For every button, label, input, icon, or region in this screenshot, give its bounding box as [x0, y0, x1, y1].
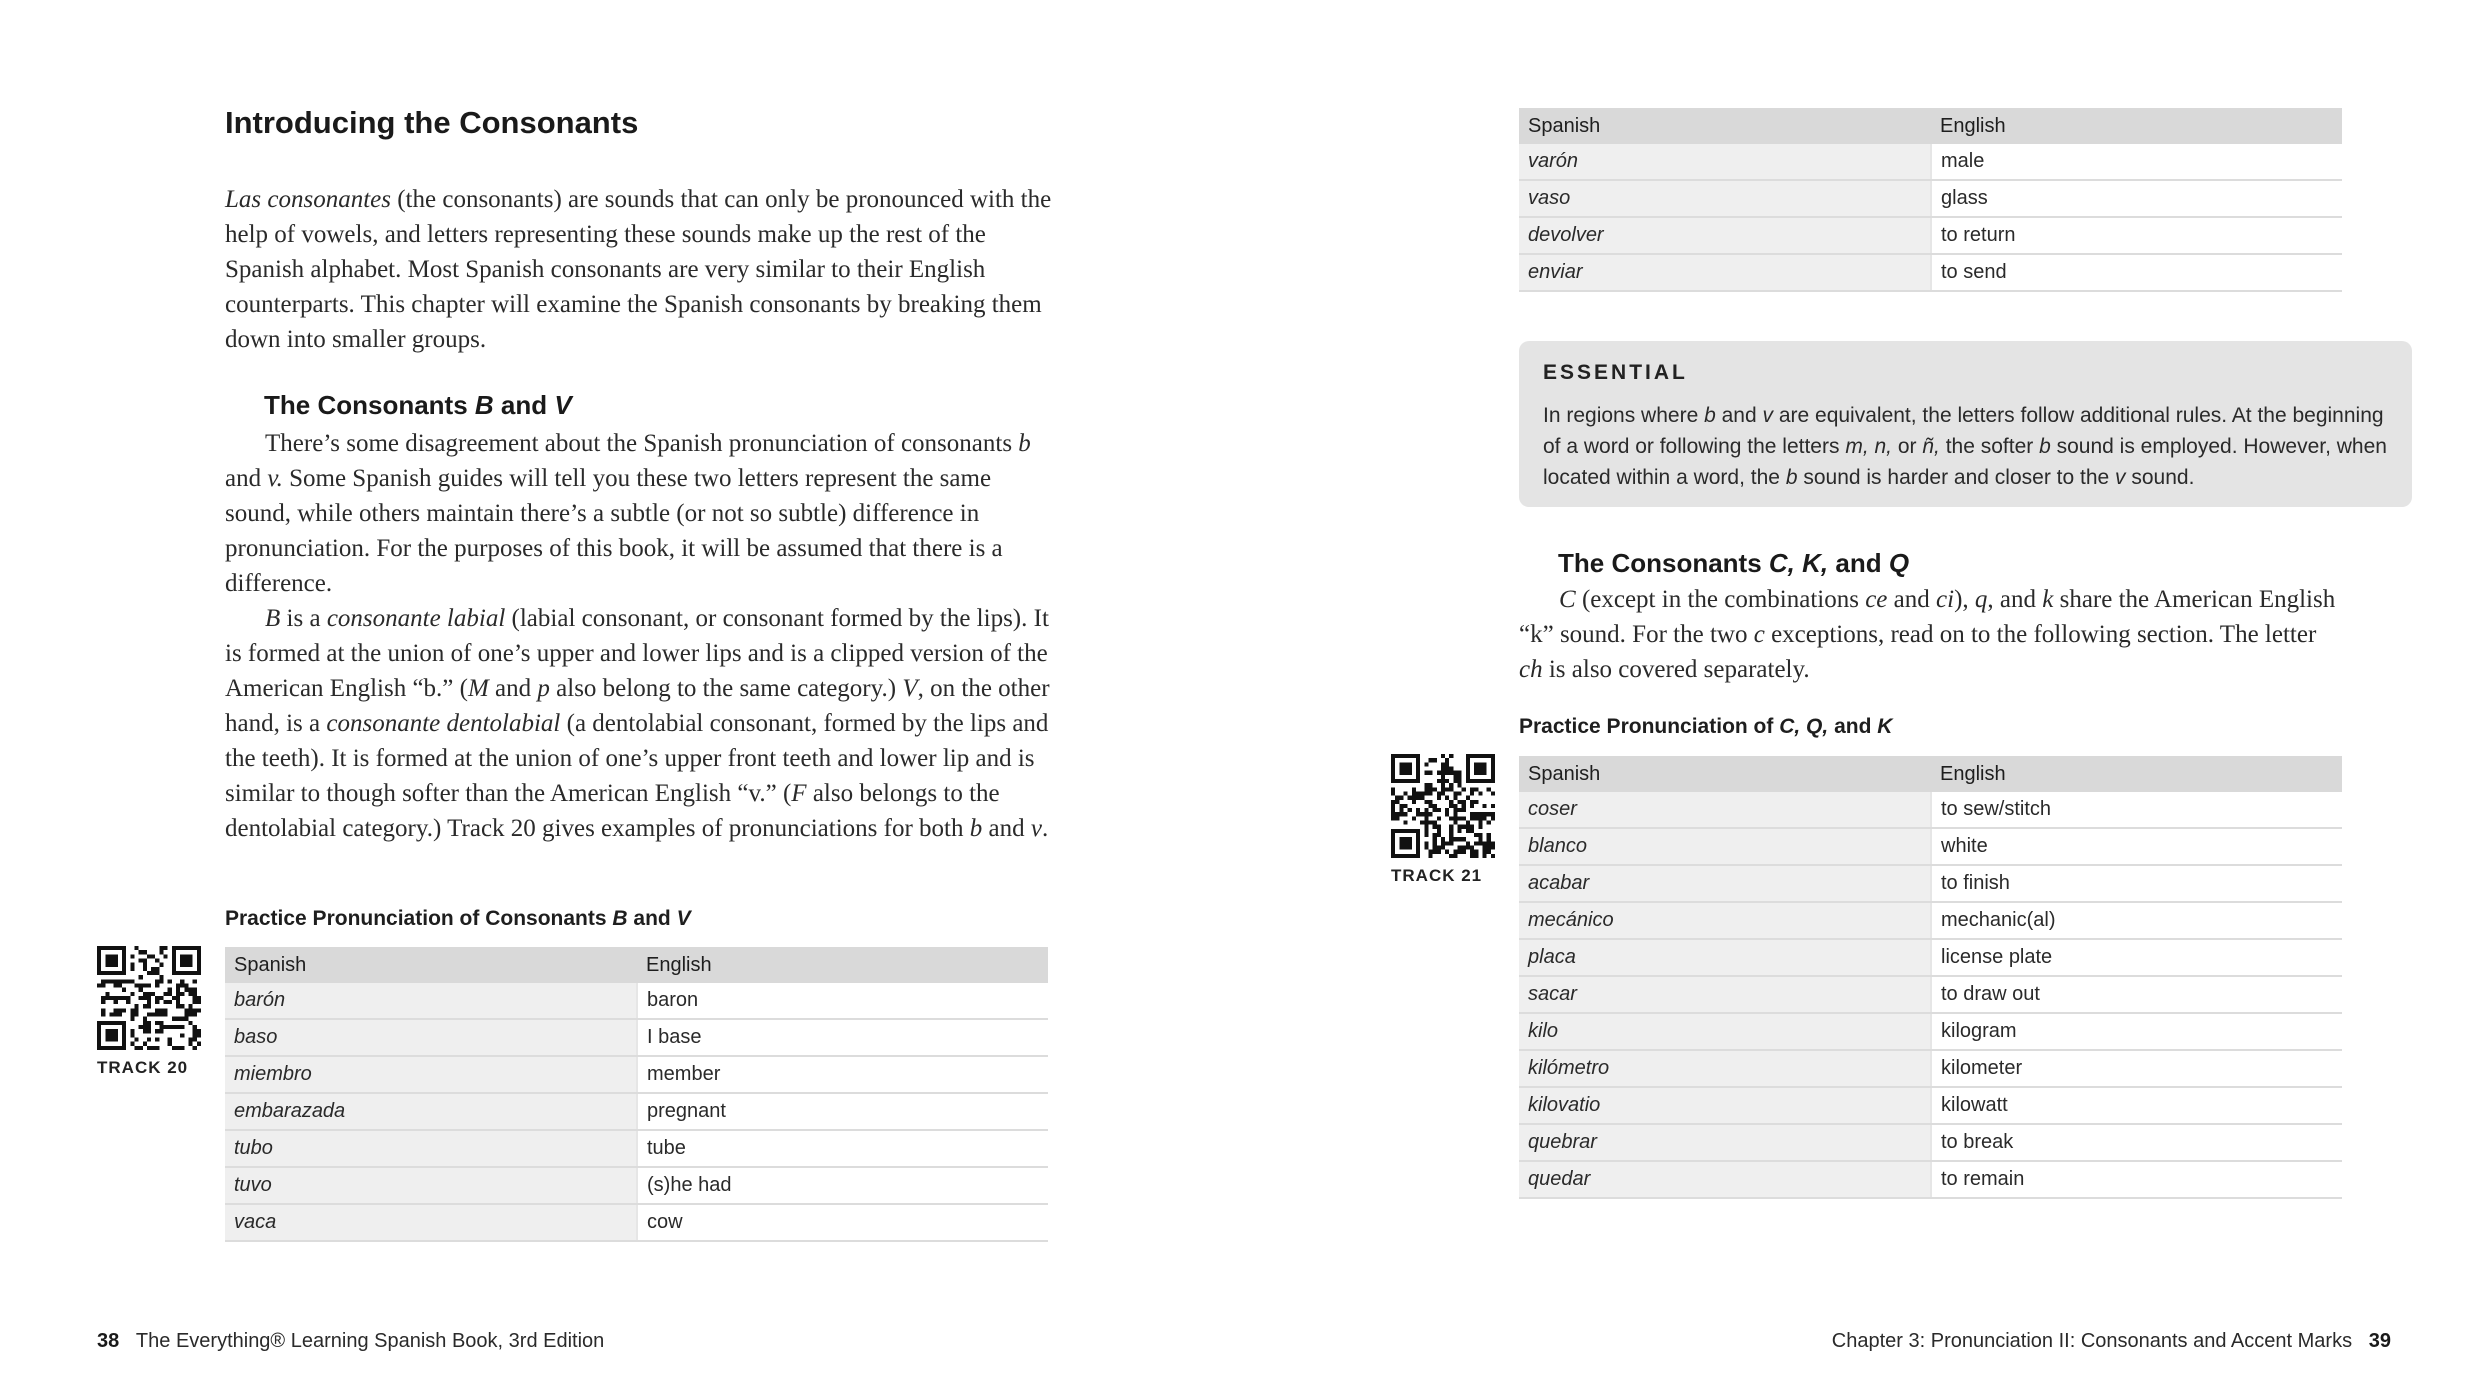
page-number-left: 38 [97, 1330, 120, 1352]
table-row [225, 983, 1048, 1019]
intro-text: (the consonants) are sounds that can only be pronounced with the help of vowels, and letters representing these sounds make up the rest of the Spanish alphabet. Most Spanish consonants are very similar to their English counterparts. This chapter will examine the Spanish consonants by breaking them down into smaller groups. [225, 186, 1052, 353]
spanish-word: embarazada [225, 1093, 637, 1130]
qr-code-icon [1391, 754, 1495, 858]
english-word: member [637, 1056, 1048, 1093]
table-row [1519, 865, 2342, 902]
spanish-word: vaso [1519, 180, 1931, 217]
english-word: male [1931, 144, 2342, 180]
table-row [1519, 144, 2342, 180]
column-header-english: English [637, 947, 1048, 983]
essential-label: ESSENTIAL [1543, 361, 1688, 384]
vocab-table-bv [225, 947, 1048, 1242]
table-header-row [1519, 756, 2342, 792]
english-word: baron [637, 983, 1048, 1019]
spanish-word: kilómetro [1519, 1050, 1931, 1087]
vocab-table-ckq [1519, 756, 2342, 1199]
table-row [225, 1130, 1048, 1167]
footer-right [1832, 1330, 2391, 1353]
english-word: license plate [1931, 939, 2342, 976]
ckq-paragraph: C (except in the combinations ce and ci), q, and k share the American English “k” sound. For the two c exceptions, read on to the following section. The letter ch is also covered separately. [1519, 586, 2336, 683]
english-word: mechanic(al) [1931, 902, 2342, 939]
table-row [225, 1167, 1048, 1204]
spanish-word: blanco [1519, 828, 1931, 865]
intro-italic-term: Las consonantes [225, 186, 391, 213]
column-header-spanish: Spanish [1519, 108, 1931, 144]
table-row [1519, 1050, 2342, 1087]
table-row [1519, 180, 2342, 217]
english-word: to send [1931, 254, 2342, 291]
qr-code-icon [97, 946, 201, 1050]
bv-paragraph-1: There’s some disagreement about the Spanish pronunciation of consonants b and v. Some Spanish guides will tell you these two letters represent the same sound, while others maintain there’s a subtle (or not so subtle) difference in pronunciation. For the purposes of this book, it will be assumed that there is a difference. [225, 430, 1031, 597]
table-row [1519, 828, 2342, 865]
english-word: (s)he had [637, 1167, 1048, 1204]
bv-paragraph-2: B is a consonante labial (labial consonant, or consonant formed by the lips). It is formed at the union of one’s upper and lower lips and is a clipped version of the American English “b.” (M and p also belong to the same category.) V, on the other hand, is a consonante dentolabial (a dentolabial consonant, formed by the lips and the teeth). It is formed at the union of one’s upper front teeth and lower lip and is similar to though softer than the American English “v.” (F also belongs to the dentolabial category.) Track 20 gives examples of pronunciations for both b and v. [225, 605, 1050, 842]
spanish-word: coser [1519, 792, 1931, 828]
table-header-row [225, 947, 1048, 983]
section-heading-bv: The Consonants B and V [264, 390, 572, 420]
english-word: pregnant [637, 1093, 1048, 1130]
spanish-word: enviar [1519, 254, 1931, 291]
track-21-label: TRACK 21 [1391, 866, 1483, 885]
table-row [1519, 1013, 2342, 1050]
spanish-word: placa [1519, 939, 1931, 976]
table-row [225, 1019, 1048, 1056]
spanish-word: tubo [225, 1130, 637, 1167]
spanish-word: baso [225, 1019, 637, 1056]
track-20-label: TRACK 20 [97, 1058, 189, 1077]
english-word: to finish [1931, 865, 2342, 902]
table-row [1519, 1087, 2342, 1124]
table-header-row [1519, 108, 2342, 144]
table-row [1519, 902, 2342, 939]
section-heading-ckq: The Consonants C, K, and Q [1558, 548, 1910, 578]
english-word: cow [637, 1204, 1048, 1241]
essential-callout [1519, 341, 2412, 507]
qr-code-track-20[interactable] [97, 946, 201, 1050]
spanish-word: kilo [1519, 1013, 1931, 1050]
english-word: glass [1931, 180, 2342, 217]
spanish-word: sacar [1519, 976, 1931, 1013]
spanish-word: kilovatio [1519, 1087, 1931, 1124]
table-row [1519, 217, 2342, 254]
bv-paragraphs [225, 426, 1055, 846]
english-word: kilowatt [1931, 1087, 2342, 1124]
english-word: I base [637, 1019, 1048, 1056]
english-word: white [1931, 828, 2342, 865]
footer-left [97, 1330, 604, 1353]
column-header-spanish: Spanish [225, 947, 637, 983]
table-row [1519, 792, 2342, 828]
english-word: to remain [1931, 1161, 2342, 1198]
english-word: kilogram [1931, 1013, 2342, 1050]
chapter-heading: Introducing the Consonants [225, 105, 639, 140]
table-row [225, 1056, 1048, 1093]
table-title-bv: Practice Pronunciation of Consonants B and V [225, 907, 691, 930]
spanish-word: barón [225, 983, 637, 1019]
spanish-word: tuvo [225, 1167, 637, 1204]
spanish-word: miembro [225, 1056, 637, 1093]
table-row [1519, 254, 2342, 291]
spanish-word: mecánico [1519, 902, 1931, 939]
page-number-right: 39 [2368, 1330, 2391, 1352]
english-word: to draw out [1931, 976, 2342, 1013]
chapter-title: Chapter 3: Pronunciation II: Consonants and Accent Marks [1831, 1330, 2353, 1352]
table-row [225, 1093, 1048, 1130]
spanish-word: acabar [1519, 865, 1931, 902]
table-row [1519, 1124, 2342, 1161]
english-word: to break [1931, 1124, 2342, 1161]
book-title: The Everything® Learning Spanish Book, 3rd Edition [135, 1330, 605, 1352]
spanish-word: vaca [225, 1204, 637, 1241]
spanish-word: quedar [1519, 1161, 1931, 1198]
essential-text: In regions where b and v are equivalent, the letters follow additional rules. At the beginning of a word or following the letters m, n, or ñ, the softer b sound is employed. However, when located within a word, the b sound is harder and closer to the v sound. [1543, 404, 2387, 489]
intro-paragraph [225, 182, 1055, 357]
table-title-ckq: Practice Pronunciation of C, Q, and K [1519, 715, 1893, 738]
english-word: tube [637, 1130, 1048, 1167]
spanish-word: devolver [1519, 217, 1931, 254]
english-word: kilometer [1931, 1050, 2342, 1087]
spanish-word: varón [1519, 144, 1931, 180]
vocab-table-bv-continued [1519, 108, 2342, 292]
column-header-english: English [1931, 108, 2342, 144]
table-row [1519, 1161, 2342, 1198]
english-word: to return [1931, 217, 2342, 254]
table-row [1519, 939, 2342, 976]
qr-code-track-21[interactable] [1391, 754, 1495, 858]
table-row [225, 1204, 1048, 1241]
column-header-spanish: Spanish [1519, 756, 1931, 792]
english-word: to sew/stitch [1931, 792, 2342, 828]
spanish-word: quebrar [1519, 1124, 1931, 1161]
table-row [1519, 976, 2342, 1013]
column-header-english: English [1931, 756, 2342, 792]
